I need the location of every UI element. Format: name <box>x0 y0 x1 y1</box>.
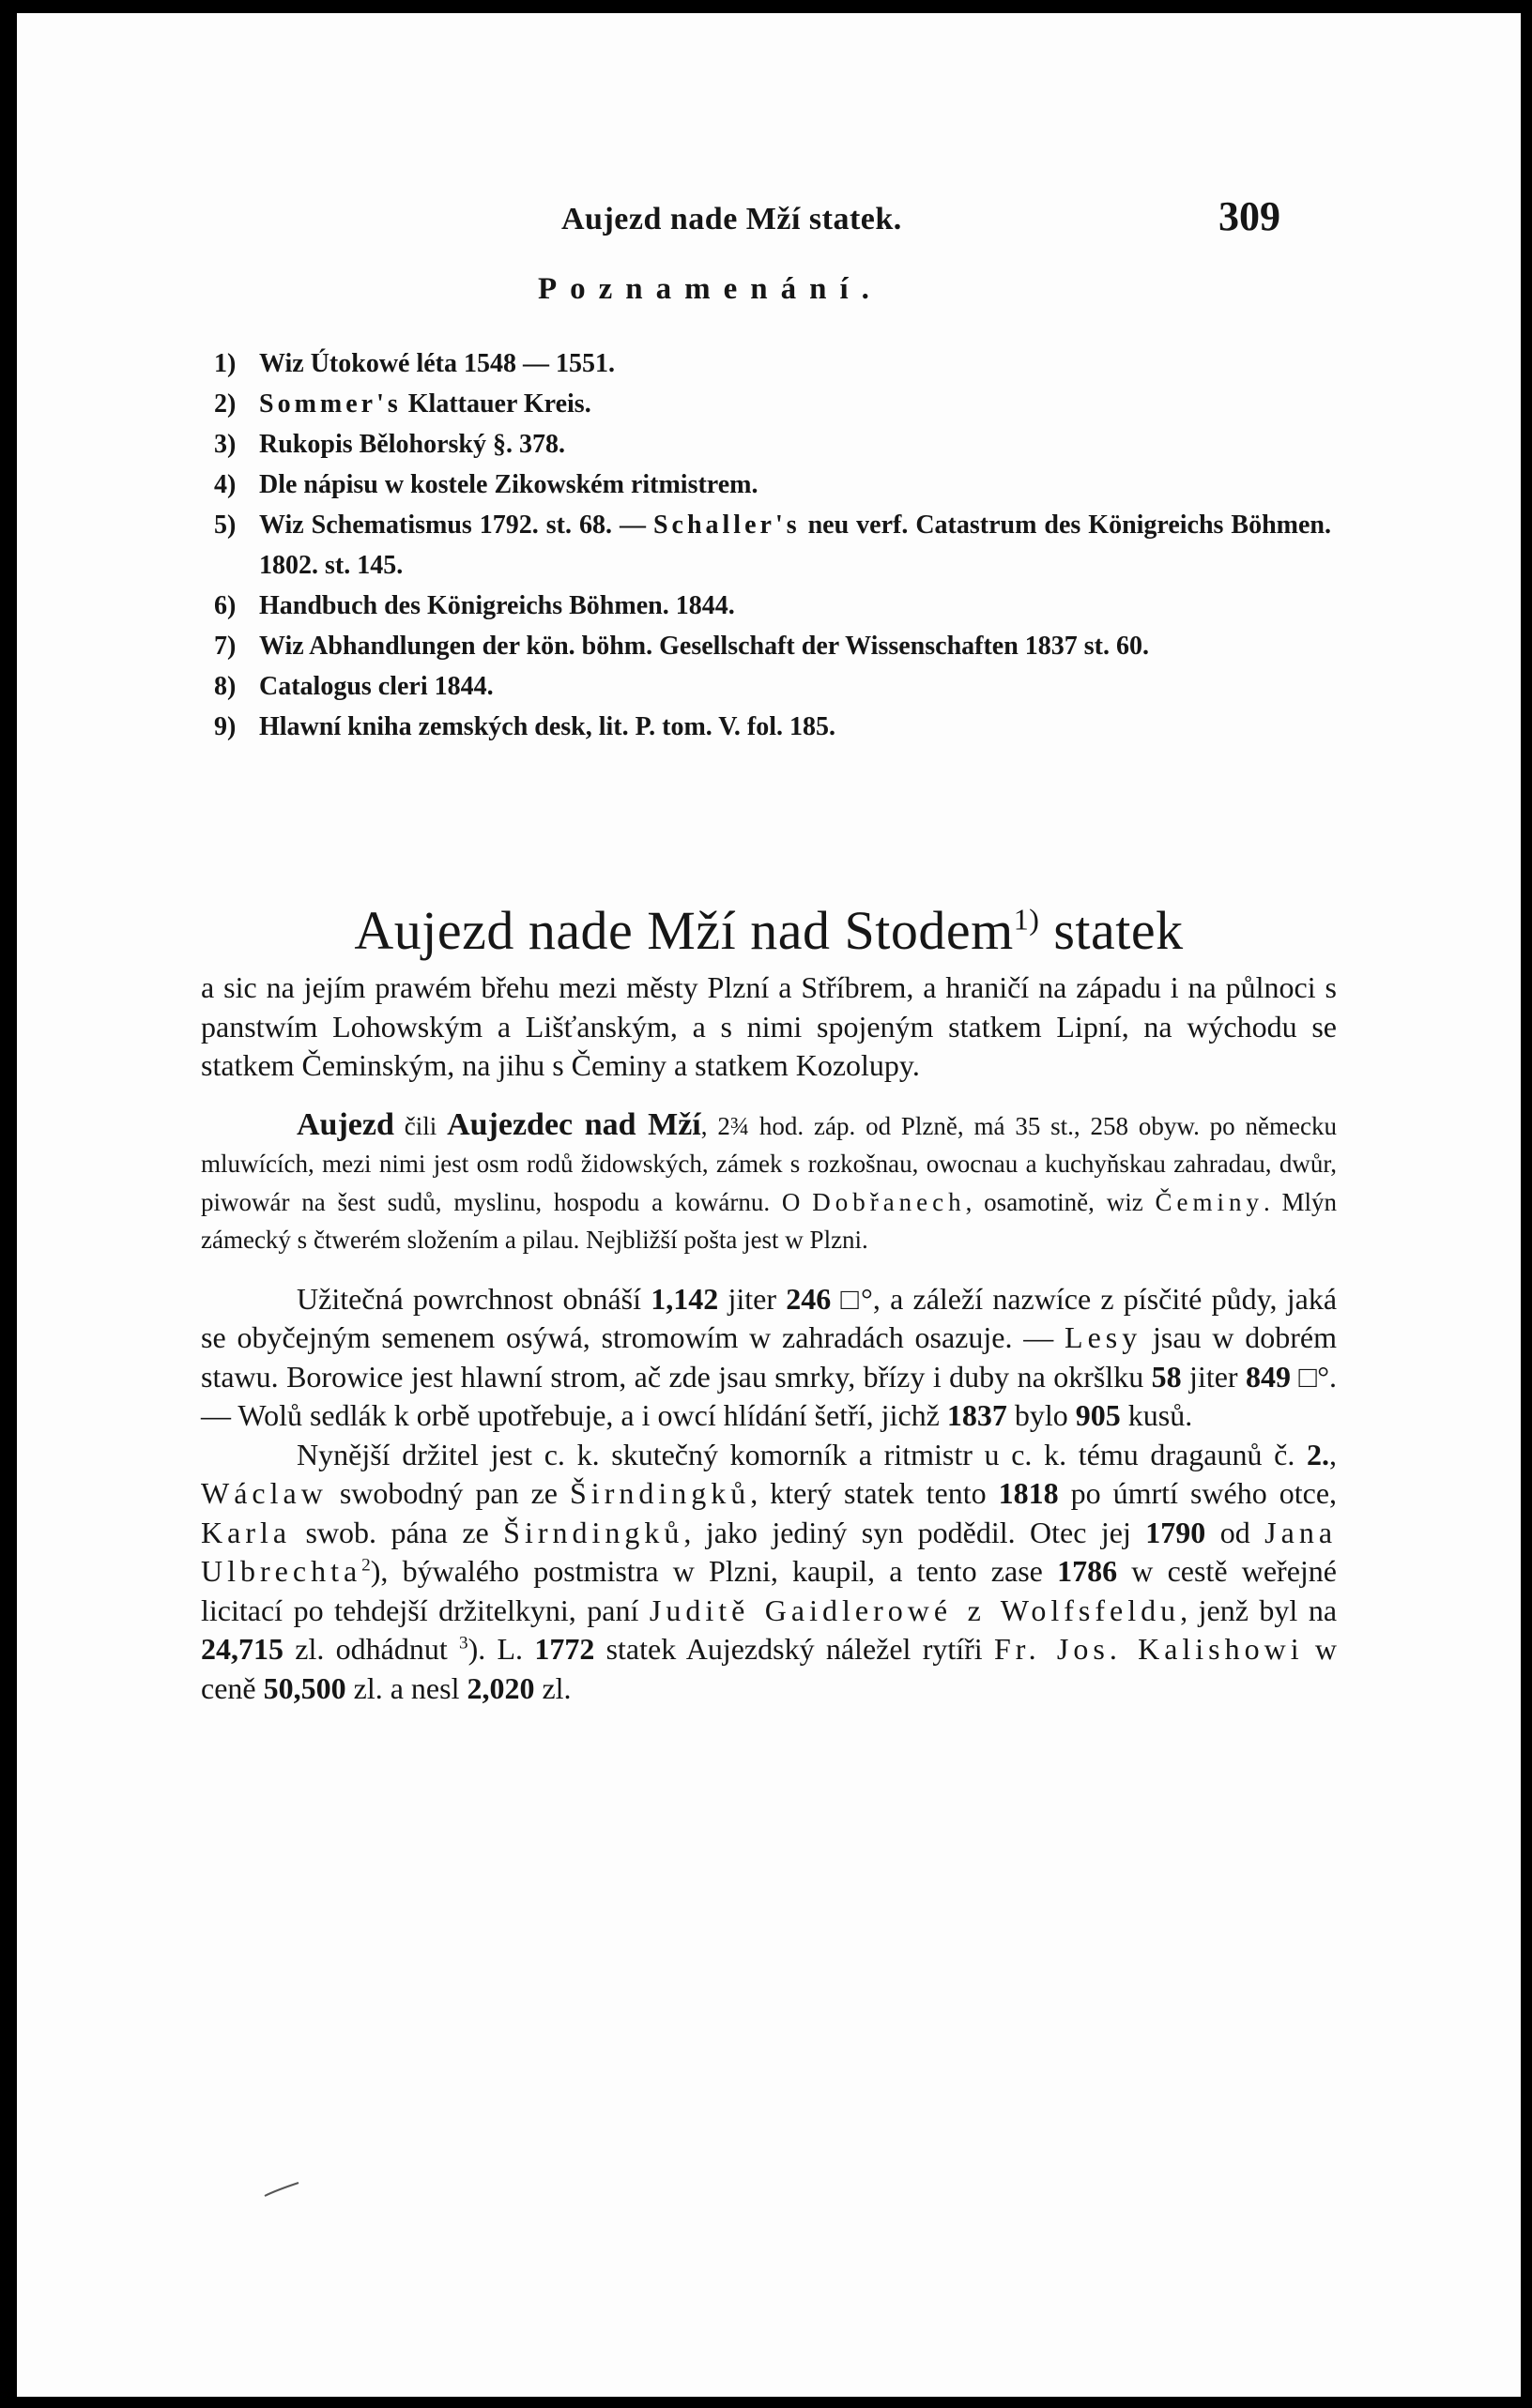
footnotes-list <box>214 343 1331 747</box>
article-title-tail: statek <box>1039 899 1184 961</box>
number: 246 <box>786 1281 832 1316</box>
text-run: swob. pána ze <box>291 1515 504 1549</box>
number: 905 <box>1075 1398 1121 1432</box>
number: 1818 <box>998 1476 1059 1510</box>
text-run: zl. <box>534 1670 572 1705</box>
text-run: zl. a nesl <box>345 1670 467 1705</box>
footnote-item <box>214 626 1331 666</box>
text-run: jiter <box>718 1281 787 1316</box>
person-name: Fr. Jos. Kalishowi <box>993 1632 1304 1666</box>
text-run: jiter <box>1181 1359 1247 1394</box>
number: 1786 <box>1057 1554 1118 1588</box>
footnote-ref: 3 <box>458 1633 468 1654</box>
text-run: ). L. <box>467 1632 535 1666</box>
text-run: Užitečná powrchnost obnáší <box>297 1281 651 1316</box>
text-run: , <box>1329 1437 1337 1471</box>
article-title-text: Aujezd nade Mží nad Stodem <box>354 899 1014 961</box>
footnote-ref: 2 <box>361 1555 371 1576</box>
text-run: zl. odhádnut <box>283 1632 459 1666</box>
footnote-number: 3) <box>214 430 237 459</box>
intro-paragraph: a sic na jejím prawém břehu mezi městy Plzní a Stříbrem, a hraničí na západu i na půlnoci s panstwím Lohowským a Lišťanským, a s nimi spojeným statkem Lipní, na wýchodu se statkem Čeminským, na jihu s Čeminy a statkem Kozolupy. <box>201 970 1337 1082</box>
village-name: Aujezd <box>297 1106 394 1142</box>
article-body <box>201 968 1337 1708</box>
footnote-number: 2) <box>214 389 237 419</box>
footnote-text: Rukopis Bělohorský §. 378. <box>259 430 565 459</box>
text-run: po úmrtí swého otce, <box>1058 1476 1338 1510</box>
footnote-author: Sommer's <box>259 389 402 419</box>
person-name: Juditě Gaidlerowé z Wolfsfeldu <box>649 1593 1181 1627</box>
text-run: w ceně <box>201 1632 1337 1705</box>
text-run: , který statek tento <box>750 1476 999 1510</box>
text-run: čili <box>393 1111 448 1140</box>
footnote-text: Dle nápisu w kostele Zikowském ritmistrem. <box>259 470 758 499</box>
footnote-item <box>214 707 1331 747</box>
number: 24,715 <box>201 1632 283 1666</box>
place-name: Čeminy <box>1155 1187 1264 1216</box>
footnote-number: 4) <box>214 470 237 499</box>
footnote-text <box>259 505 1331 586</box>
text-run: statek Aujezdský náležel rytíři <box>594 1632 994 1666</box>
person-name: Jana Ulbrechta <box>201 1515 1338 1588</box>
text-run: Nynější držitel jest c. k. skutečný komorník a ritmistr u c. k. tému dragaunů č. <box>297 1437 1307 1471</box>
page-number: 309 <box>1218 193 1280 239</box>
village-paragraph <box>201 1106 1337 1259</box>
footnote-item <box>214 384 1331 424</box>
footnote-rest: Klattauer Kreis. <box>401 389 591 419</box>
text-run: bylo <box>1006 1398 1076 1432</box>
running-title: Aujezd nade Mží statek. <box>561 202 902 236</box>
footnote-number: 8) <box>214 672 237 701</box>
footnote-number: 6) <box>214 591 237 620</box>
number: 1772 <box>534 1632 595 1666</box>
owner-paragraph <box>201 1436 1337 1709</box>
village-alt-name: Aujezdec nad Mží <box>447 1106 701 1142</box>
number: 1790 <box>1145 1515 1206 1549</box>
text-run: ), býwalého postmistra w Plzni, kaupil, a tento zase <box>370 1554 1058 1588</box>
number: 50,500 <box>263 1670 346 1705</box>
footnote-item <box>214 343 1331 384</box>
text-run: swobodný pan ze <box>327 1476 570 1510</box>
footnote-item <box>214 424 1331 465</box>
text-run: , 2¾ hod. záp. od Plzně, má 35 st., 258 obyw. po německu mluwících, mezi nimi jest osm rodů židowských, zámek s rozkošnau, owocnau a kuchyňskau zahradau, dwůr, piwowár na šest sudů, myslinu, hospodu a kowárnu. O <box>201 1111 1337 1216</box>
running-header <box>17 187 1521 243</box>
footnote-number: 5) <box>214 511 237 540</box>
number: 849 <box>1246 1359 1292 1394</box>
number: 2. <box>1307 1437 1329 1471</box>
text-run: , jako jediný syn podědil. Otec jej <box>683 1515 1146 1549</box>
number: 2,020 <box>467 1670 535 1705</box>
footnote-text <box>259 384 1331 424</box>
book-page <box>17 13 1521 2397</box>
person-name: Wáclaw <box>201 1476 328 1510</box>
footnote-item <box>214 586 1331 626</box>
text-run: w cestě weřejné licitací po tehdejší držitelkyni, paní <box>201 1554 1338 1627</box>
footnote-text: Hlawní kniha zemských desk, lit. P. tom. V. fol. 185. <box>259 712 836 741</box>
footnote-pre: Wiz Schematismus 1792. st. 68. — <box>259 511 653 540</box>
place-name: Dobřanech <box>812 1187 966 1216</box>
footnote-number: 9) <box>214 712 237 741</box>
number: 1837 <box>946 1398 1007 1432</box>
text-run: □°, a záleží nazwíce z písčité půdy, jaká se obyčejným semenem osýwá, stromowím w zahradách osazuje. — <box>201 1281 1338 1354</box>
footnote-rest: neu verf. Catastrum des Königreichs Böhmen. 1802. st. 145. <box>259 511 1331 580</box>
text-run: kusů. <box>1120 1398 1193 1432</box>
footnote-text: Handbuch des Königreichs Böhmen. 1844. <box>259 591 735 620</box>
person-name: Karla <box>201 1515 292 1549</box>
family-name: Širndingků <box>503 1515 684 1549</box>
stray-pen-mark <box>263 2179 300 2200</box>
footnote-item <box>214 666 1331 707</box>
number: 58 <box>1151 1359 1182 1394</box>
text-run: jsau w dobrém stawu. Borowice jest hlawní strom, ač zde jsau smrky, břízy i duby na okršlku <box>201 1320 1338 1394</box>
text-run: od <box>1205 1515 1265 1549</box>
notes-heading: Poznamenání. <box>538 272 882 306</box>
number: 1,142 <box>651 1281 719 1316</box>
footnote-text: Catalogus cleri 1844. <box>259 672 494 701</box>
article-title-footnote-ref: 1) <box>1013 902 1040 937</box>
footnote-item <box>214 505 1331 586</box>
text-run: , osamotině, wiz <box>965 1187 1156 1216</box>
land-paragraph <box>201 1280 1337 1436</box>
article-title <box>17 899 1521 962</box>
footnote-number: 7) <box>214 632 237 661</box>
footnote-text: Wiz Abhandlungen der kön. böhm. Gesellschaft der Wissenschaften 1837 st. 60. <box>259 632 1150 661</box>
footnote-author: Schaller's <box>652 511 801 540</box>
family-name: Širndingků <box>570 1476 751 1510</box>
footnote-item <box>214 465 1331 505</box>
text-run: □°. — Wolů sedlák k orbě upotřebuje, a i owcí hlídání šetří, jichž <box>201 1359 1337 1432</box>
text-run: . Mlýn zámecký s čtwerém složením a pilau. Nejbližší pošta jest w Plzni. <box>201 1187 1337 1254</box>
spaced-word: Lesy <box>1065 1320 1142 1354</box>
text-run: , jenž byl na <box>1180 1593 1338 1627</box>
footnote-text: Wiz Útokowé léta 1548 — 1551. <box>259 349 615 378</box>
footnote-number: 1) <box>214 349 237 378</box>
